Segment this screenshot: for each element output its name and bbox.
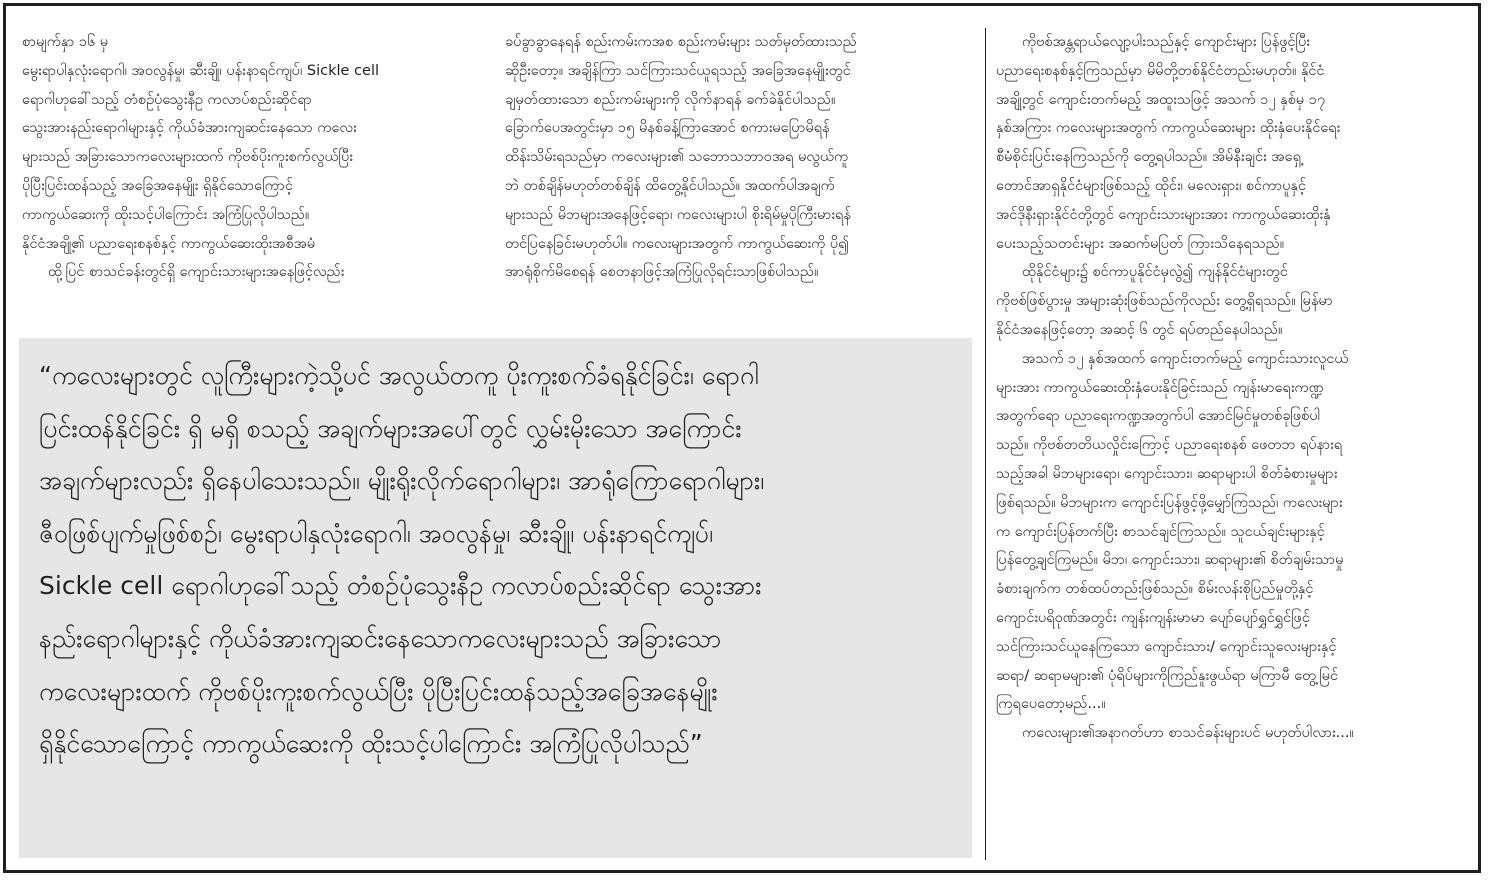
body-line: ကိုဗစ်အန္တရာယ်လျော့ပါးသည်နှင့် ကျောင်းများ ပြန်ဖွင့်ပြီး bbox=[1022, 34, 1310, 50]
pull-quote-line: နည်းရောဂါများနှင့် ကိုယ်ခံအားကျဆင်းနေသောကလေးများသည် အခြားသော bbox=[39, 623, 722, 653]
body-line: သွေးအားနည်းရောဂါများနှင့် ကိုယ်ခံအားကျဆင်းနေသော ကလေး bbox=[22, 120, 357, 137]
body-line: ပညာရေးစနစ်နှင့်ကြသည်မှာ မိမိတို့တစ်နိုင်ငံတည်းမဟုတ်။ နိုင်ငံ bbox=[996, 62, 1325, 79]
body-line: တင်ပြနေခြင်းမဟုတ်ပါ။ ကလေးများအတွက် ကာကွယ်ဆေးကို ပို၍ bbox=[505, 235, 850, 252]
body-line: များသည် မိဘများအနေဖြင့်ရော၊ ကလေးများပါ စိုးရိမ်မှုပိုကြီးမားရန် bbox=[505, 206, 851, 223]
body-line: ကျောင်းပရိဝုဏ်အတွင်း ကျန်းကျန်းမာမာ ပျော်ပျော်ရွှင်ရွှင်ဖြင့် bbox=[996, 609, 1310, 626]
body-line: ဖြစ်ရသည်။ မိဘများက ကျောင်းပြန်ဖွင့်ဖို့မျှော်ကြသည်၊ ကလေးများ bbox=[996, 494, 1343, 511]
pull-quote-line: ဇီဝဖြစ်ပျက်မှုဖြစ်စဉ်၊ မွေးရာပါနှလုံးရောဂါ၊ အဝလွန်မှု၊ ဆီးချို၊ ပန်းနာရင်ကျပ်၊ bbox=[39, 518, 714, 548]
closing-line: ကလေးများ၏အနာဂတ်ဟာ စာသင်ခန်းများပင် မဟုတ်ပါလား...။ bbox=[1022, 725, 1354, 742]
body-line: ကြရပေတော့မည်...။ bbox=[996, 696, 1106, 713]
pull-quote-line: Sickle cell ရောဂါဟုခေါ်သည့် တံစဉ်ပုံသွေးနီဥ ကလာပ်စည်းဆိုင်ရာ သွေးအား bbox=[39, 571, 762, 601]
body-line: ချမှတ်ထားသော စည်းကမ်းများကို လိုက်နာရန် ခက်ခဲနိုင်ပါသည်။ bbox=[505, 91, 836, 108]
body-line: ဘဲ တစ်ချိန်မဟုတ်တစ်ချိန် ထိတွေ့နိုင်ပါသည်။ အထက်ပါအချက် bbox=[505, 177, 835, 194]
body-line: ရောဂါဟုခေါ်သည့် တံစဉ်ပုံသွေးနီဥ ကလာပ်စည်းဆိုင်ရာ bbox=[22, 91, 312, 108]
body-line: စီမံစိုင်းပြင်းနေကြသည်ကို တွေ့ရပါသည်။ အိမ်နီးချင်း အရှေ့ bbox=[996, 149, 1302, 166]
body-line: ပိုပြီးပြင်းထန်သည့် အခြေအနေမျိုး ရှိနိုင်သောကြောင့် bbox=[22, 177, 293, 194]
pull-quote-box bbox=[19, 338, 972, 858]
body-line: ထိုနိုင်ငံများ၌ စင်ကာပူနိုင်ငံမှလွဲ၍ ကျန်နိုင်ငံများတွင် bbox=[1022, 264, 1288, 281]
body-line: ထိန်းသိမ်းရသည်မှာ ကလေးများ၏ သဘောသဘာဝအရ မလွယ်ကူ bbox=[505, 149, 849, 166]
continuation-header: စာမျက်နှာ ၁၆ မှ bbox=[22, 34, 109, 50]
body-line: ဆရာ/ ဆရာမများ၏ ပုံရိပ်များကိုကြည်နူးဖွယ်ရာ မကြာမီ တွေ့မြင် bbox=[996, 667, 1339, 684]
body-line: သည့်အခါ မိဘများရော၊ ကျောင်းသား၊ ဆရာများပါ စိတ်ခံစားမှုများ bbox=[996, 465, 1338, 482]
pull-quote-line: “ကလေးများတွင် လူကြီးများကဲ့သို့ပင် အလွယ်တကူ ပိုးကူးစက်ခံရနိုင်ခြင်း၊ ရောဂါ bbox=[39, 361, 759, 390]
body-line: ကာကွယ်ဆေးကို ထိုးသင့်ပါကြောင်း အကြံပြုလိုပါသည်။ bbox=[22, 206, 310, 223]
body-line: တောင်အာရှနိုင်ငံများဖြစ်သည့် ထိုင်း၊ မလေးရှား၊ စင်ကာပူနှင့် bbox=[996, 177, 1307, 194]
body-line: အတွက်ရော ပညာရေးကဏ္ဍအတွက်ပါ အောင်မြင်မှုတစ်ခုဖြစ်ပါ bbox=[996, 408, 1321, 425]
column-divider bbox=[985, 28, 986, 860]
body-line: အင်ဒိုနီးရှားနိုင်ငံတို့တွင် ကျောင်းသားများအား ကာကွယ်ဆေးထိုးနှံ bbox=[996, 206, 1331, 223]
body-line: များသည် အခြားသောကလေးများထက် ကိုဗစ်ပိုးကူးစက်လွယ်ပြီး bbox=[22, 149, 353, 166]
pull-quote-line: ရှိနိုင်သောကြောင့် ကာကွယ်ဆေးကို ထိုးသင့်ပါကြောင်း အကြံပြုလိုပါသည်” bbox=[39, 729, 703, 759]
body-line: ထို့ပြင် စာသင်ခန်းတွင်ရှိ ကျောင်းသားများအနေဖြင့်လည်း bbox=[48, 264, 345, 281]
body-line: ခံစားချက်က တစ်ထပ်တည်းဖြစ်သည်။ စိမ်းလန်းစိုပြည်မှုတို့နှင့် bbox=[996, 581, 1314, 598]
body-line: သည်။ ကိုဗစ်တတိယလှိုင်းကြောင့် ပညာရေးစနစ် ဖေတဘ ရပ်နားရ bbox=[996, 437, 1343, 454]
body-line: သင်ကြားသင်ယူနေကြသော ကျောင်းသား/ ကျောင်းသူလေးများနှင့် bbox=[996, 638, 1337, 655]
body-line: အသက် ၁၂ နှစ်အထက် ကျောင်းတက်မည့် ကျောင်းသားလူငယ် bbox=[1022, 350, 1349, 367]
pull-quote-line: ကလေးများထက် ကိုဗစ်ပိုးကူးစက်လွယ်ပြီး ပိုပြီးပြင်းထန်သည့်အခြေအနေမျိုး bbox=[39, 676, 718, 706]
body-line: ဆိုဦးတော့။ အချိန်ကြာ သင်ကြားသင်ယူရသည့် အခြေအနေမျိုးတွင် bbox=[505, 62, 851, 79]
article-column-1 bbox=[22, 28, 484, 287]
article-column-2 bbox=[505, 28, 967, 287]
pull-quote-line: ပြင်းထန်နိုင်ခြင်း ရှိ မရှိ စသည့် အချက်များအပေါ်တွင် လွှမ်းမိုးသော အကြောင်း bbox=[39, 413, 742, 443]
body-line: ခပ်ခွာခွာနေရန် စည်းကမ်းကအစ စည်းကမ်းများ သတ်မှတ်ထားသည် bbox=[505, 34, 857, 50]
body-line: အာရုံစိုက်မိစေရန် စေတနာဖြင့်အကြံပြုလိုရင်းသာဖြစ်ပါသည်။ bbox=[505, 264, 819, 281]
body-line: ပြန်တွေ့ချင်ကြမည်။ မိဘ၊ ကျောင်းသား၊ ဆရာများ၏ စိတ်ချမ်းသာမှု bbox=[996, 552, 1344, 569]
body-line: များအား ကာကွယ်ဆေးထိုးနှံပေးနိုင်ခြင်းသည် ကျန်းမာရေးကဏ္ဍ bbox=[996, 379, 1324, 396]
body-line: နှစ်အကြား ကလေးများအတွက် ကာကွယ်ဆေးများ ထိုးနှံပေးနိုင်ရေး bbox=[996, 120, 1341, 137]
body-line: မွေးရာပါနှလုံးရောဂါ၊ အဝလွန်မှု၊ ဆီးချို၊ ပန်းနာရင်ကျပ်၊ Sickle cell bbox=[22, 62, 379, 79]
body-line: နိုင်ငံအချို့၏ ပညာရေးစနစ်နှင့် ကာကွယ်ဆေးထိုးအစီအမံ bbox=[22, 235, 316, 252]
article-column-3 bbox=[996, 28, 1466, 748]
body-line: နိုင်ငံအနေဖြင့်တော့ အဆင့် ၆ တွင် ရပ်တည်နေပါသည်။ bbox=[996, 321, 1283, 338]
body-line: အချို့တွင် ကျောင်းတက်မည့် အထူးသဖြင့် အသက် ၁၂ နှစ်မှ ၁၇ bbox=[996, 91, 1326, 108]
body-line: ကိုဗစ်ဖြစ်ပွားမှု အများဆုံးဖြစ်သည်ကိုလည်း တွေ့ရှိရသည်။ မြန်မာ bbox=[996, 293, 1333, 310]
body-line: ပေးသည့်သတင်းများ အဆက်မပြတ် ကြားသိနေရသည်။ bbox=[996, 235, 1285, 252]
pull-quote-line: အချက်များလည်း ရှိနေပါသေးသည်။ မျိုးရိုးလိုက်ရောဂါများ၊ အာရုံကြောရောဂါများ၊ bbox=[39, 466, 765, 496]
body-line: က ကျောင်းပြန်တက်ပြီး စာသင်ချင်ကြသည်။ သူငယ်ချင်းများနှင့် bbox=[996, 523, 1325, 540]
body-line: ခြောက်ပေအတွင်းမှာ ၁၅ မိနစ်ခန့်ကြာအောင် စကားမပြောမိရန် bbox=[505, 120, 830, 137]
